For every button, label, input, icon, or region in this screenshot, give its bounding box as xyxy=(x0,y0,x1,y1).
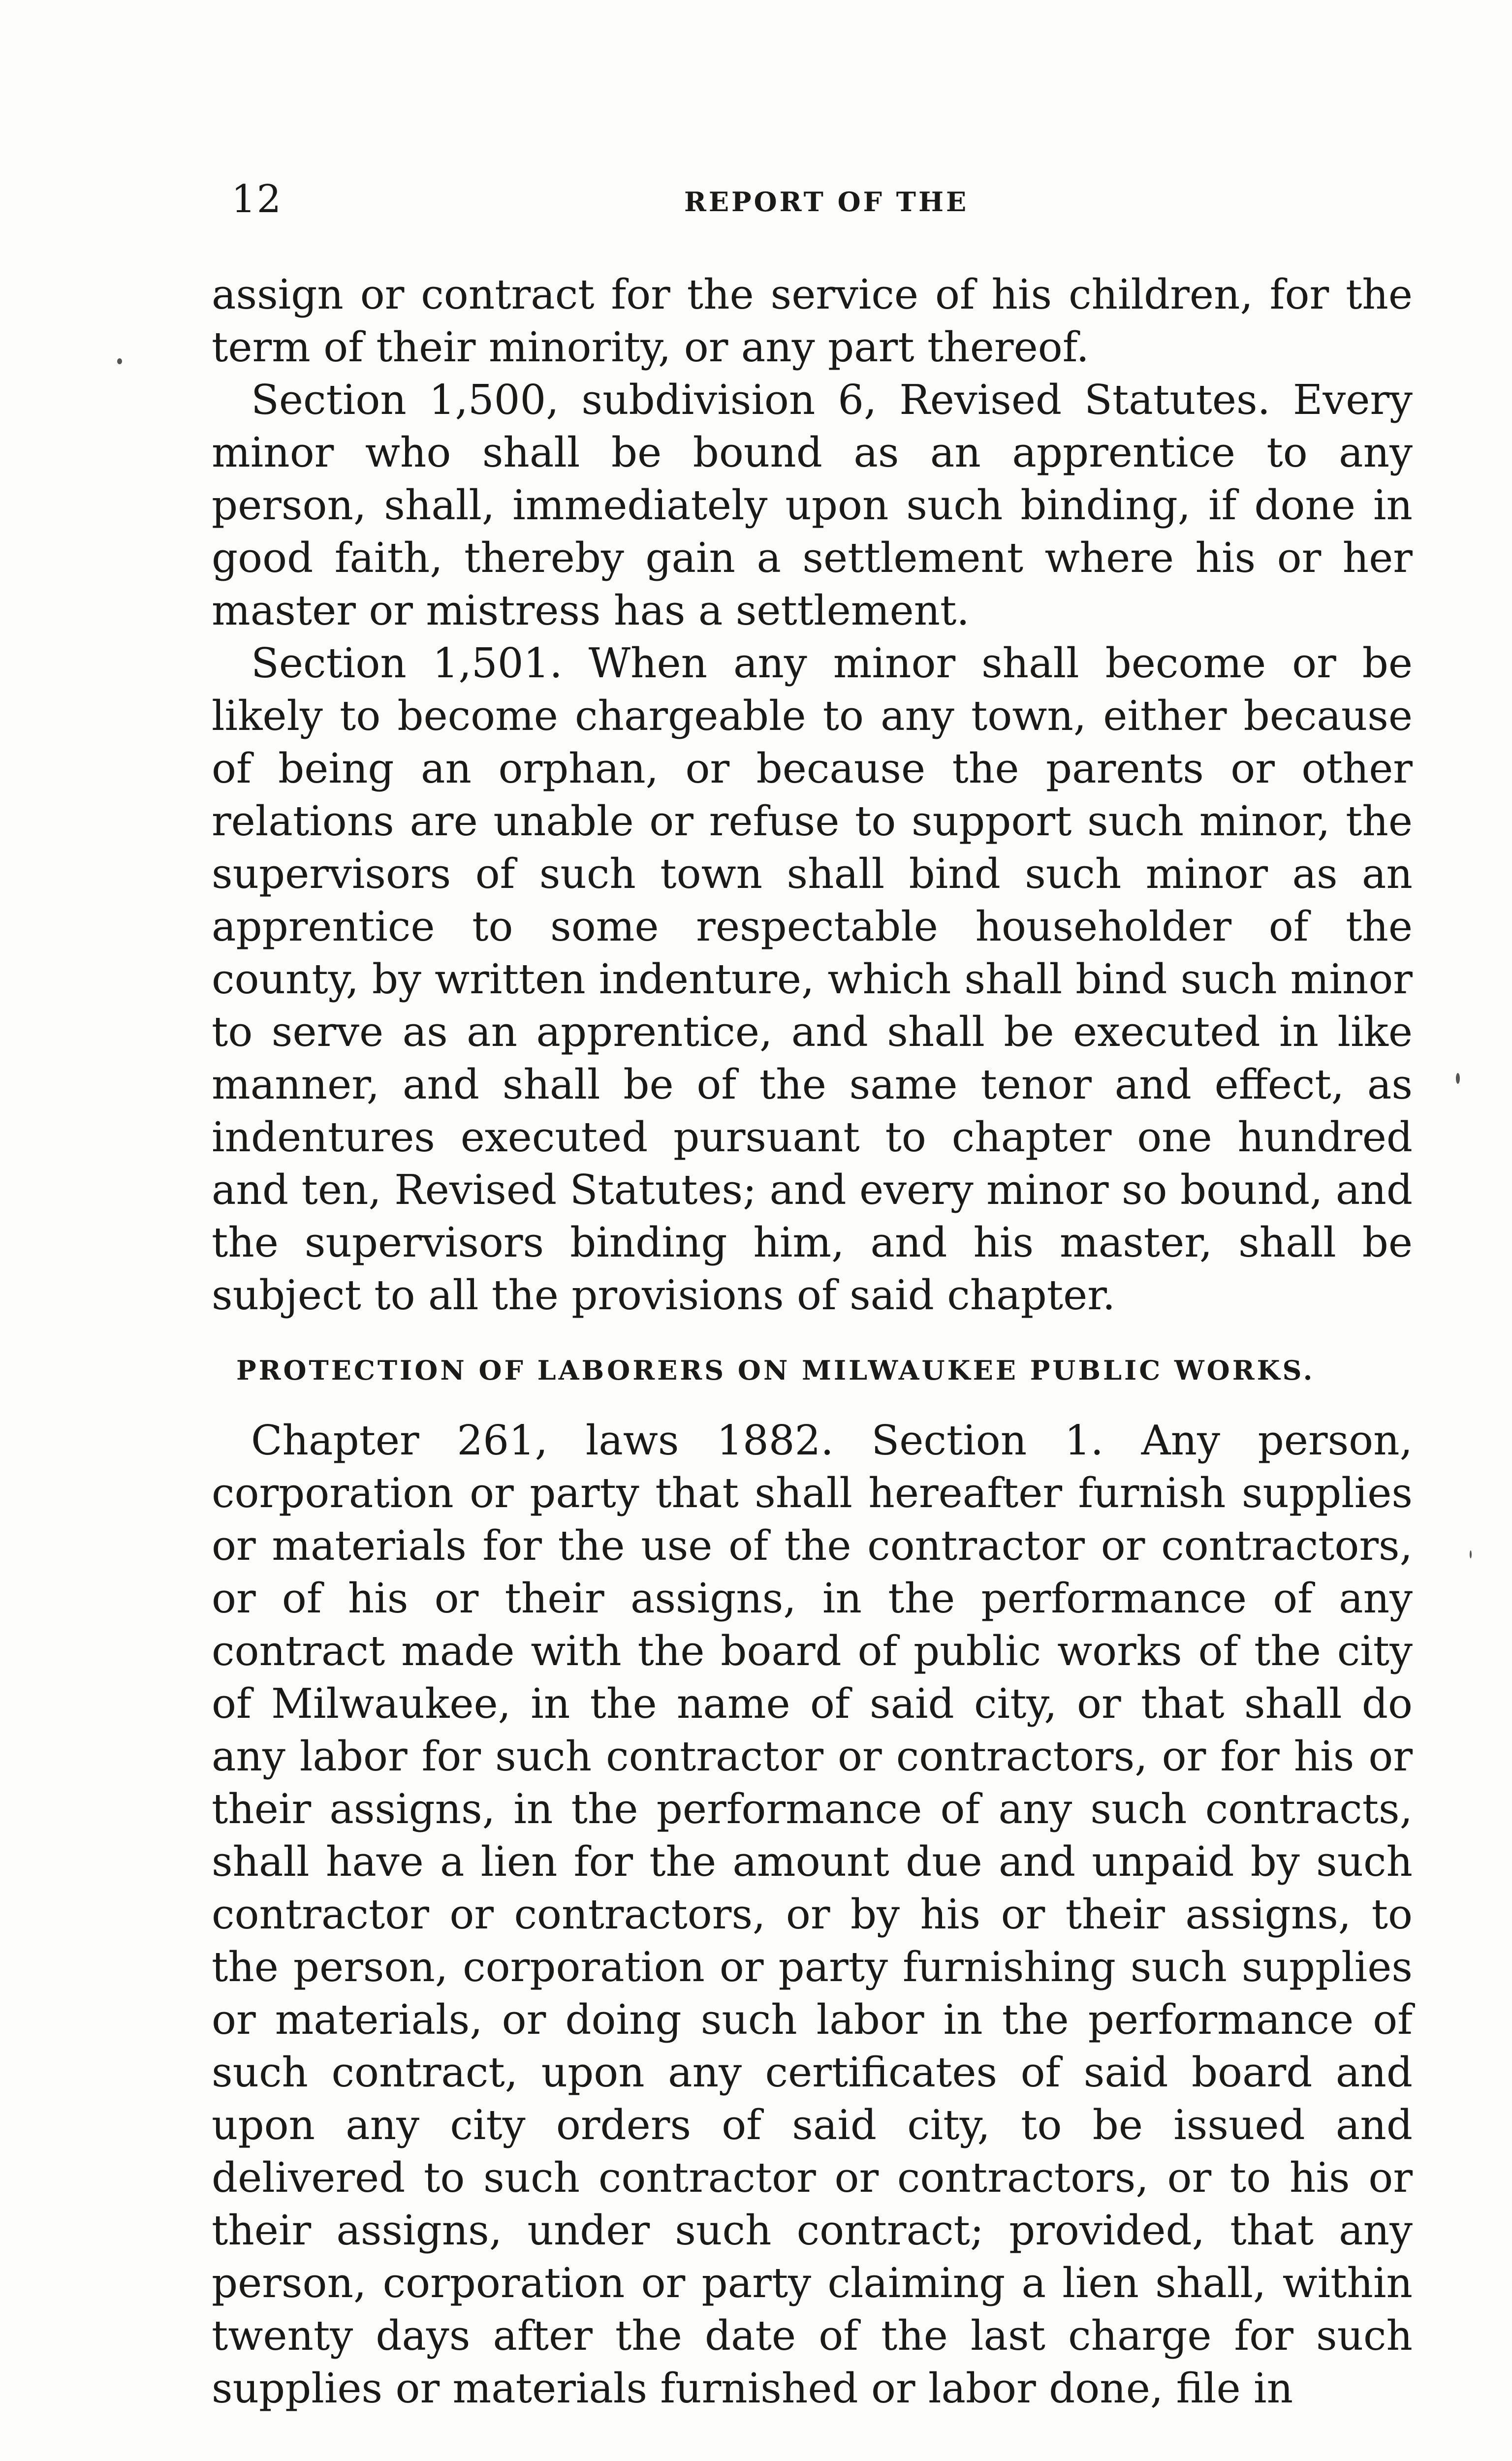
body-text xyxy=(212,268,1413,2415)
section-heading: PROTECTION OF LABORERS ON MILWAUKEE PUBLIC WORKS. xyxy=(236,1355,1315,1386)
page-header xyxy=(231,177,1422,226)
paragraph-continuation: assign or contract for the service of his children, for the term of their minority, or any part thereof. xyxy=(212,271,1413,371)
page-number: 12 xyxy=(231,177,283,221)
scan-speck xyxy=(117,358,122,364)
running-head: REPORT OF THE xyxy=(684,186,969,218)
paragraph-chapter-261: Chapter 261, laws 1882. Section 1. Any person, corporation or party that shall hereafter furnish supplies or materials for the use of the contractor or contractors, or of his or their assigns, in the performance of any contract made with the board of public works of the city of Milwaukee, in the name of said city, or that shall do any labor for such contractor or contractors, or for his or their assigns, in the performance of any such contracts, shall have a lien for the amount due and unpaid by such contractor or contractors, or by his or their assigns, to the person, corporation or party furnishing such supplies or materials, or doing such labor in the performance of such contract, upon any certificates of said board and upon any city orders of said city, to be issued and delivered to such contractor or contractors, or to his or their assigns, under such contract; provided, that any person, corporation or party claiming a lien shall, within twenty days after the date of the last charge for such supplies or materials furnished or labor done, file in xyxy=(212,1417,1413,2412)
scan-speck xyxy=(1456,1073,1460,1084)
paragraph-section-1500: Section 1,500, subdivision 6, Revised Statutes. Every minor who shall be bound as an apprentice to any person, shall, immediately upon such binding, if done in good faith, thereby gain a settlement where his or her master or mistress has a settlement. xyxy=(212,376,1413,634)
paragraph-section-1501: Section 1,501. When any minor shall become or be likely to become chargeable to any town, either because of being an orphan, or because the parents or other relations are unable or refuse to support such minor, the supervisors of such town shall bind such minor as an apprentice to some respectable householder of the county, by written indenture, which shall bind such minor to serve as an apprentice, and shall be executed in like manner, and shall be of the same tenor and effect, as indentures executed pursuant to chapter one hundred and ten, Revised Statutes; and every minor so bound, and the supervisors binding him, and his master, shall be subject to all the provisions of said chapter. xyxy=(212,639,1413,1319)
scan-speck xyxy=(1470,1550,1472,1558)
